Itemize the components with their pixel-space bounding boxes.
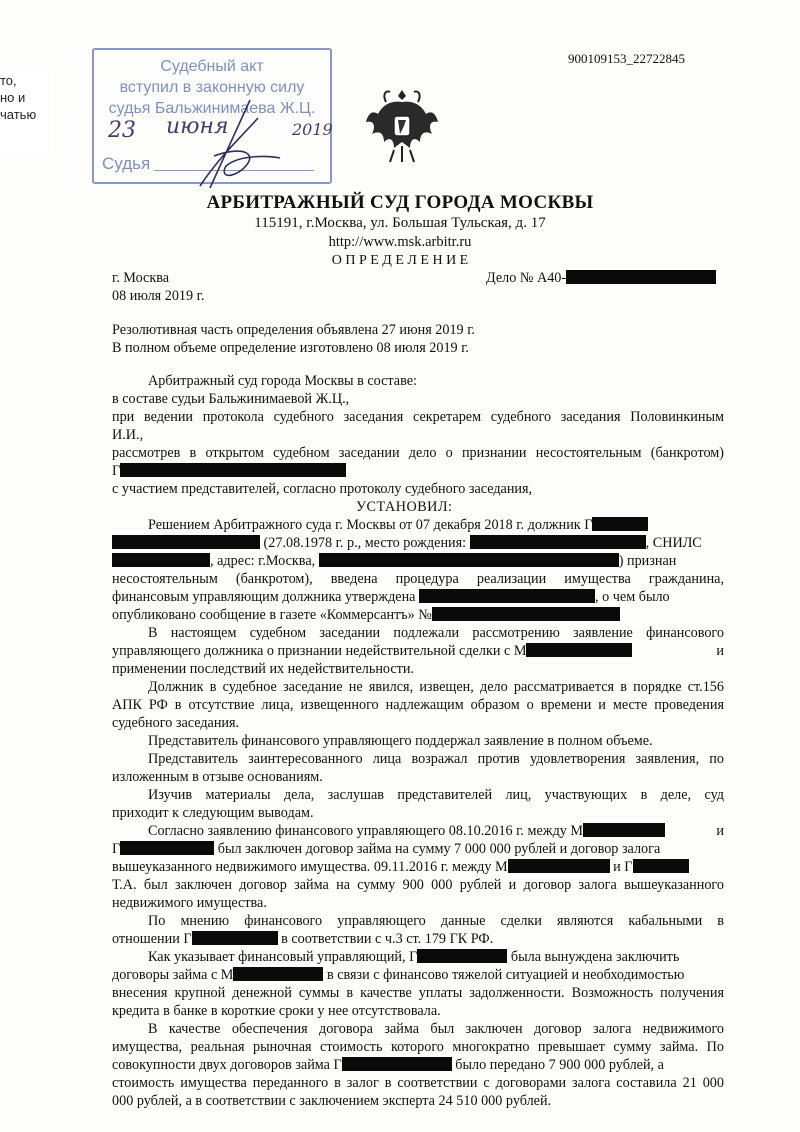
full-text-line: В полном объеме определение изготовлено 08 июля 2019 г. (112, 340, 469, 356)
redaction (470, 535, 646, 549)
body-line: в составе судьи Бальжинимаевой Ж.Ц., (112, 391, 350, 407)
body-line: стоимость имущества переданного в залог в соответствии с договорами залога составила 21 000 (112, 1075, 724, 1091)
body-line (112, 552, 676, 570)
text-fragment: совокупности двух договоров займа Г (112, 1057, 342, 1073)
body-line: судебного заседания. (112, 715, 240, 731)
judge-signature (180, 96, 290, 196)
body-line (148, 948, 679, 966)
body-line: Изучив материалы дела, заслушав представителей лиц, участвующих в деле, суд (148, 787, 724, 803)
body-line: Арбитражный суд города Москвы в составе: (148, 373, 417, 389)
document-date: 08 июля 2019 г. (112, 288, 205, 304)
body-line (112, 840, 660, 858)
text-fragment: вышеуказанного недвижимого имущества. 09.11.2016 г. между М (112, 859, 508, 875)
body-line: применении последствий их недействительности. (112, 661, 414, 677)
text-fragment: ) признан (618, 553, 677, 569)
stamp-line-2: вступил в законную силу (119, 79, 305, 96)
body-line (148, 516, 648, 534)
court-website: http://www.msk.arbitr.ru (328, 234, 472, 250)
text-fragment: (27.08.1978 г. р., место рождения: (263, 535, 467, 551)
redaction (633, 859, 689, 873)
fragment-line: чатью (0, 107, 37, 122)
text-fragment: было передано 7 900 000 рублей, а (455, 1057, 664, 1073)
redaction (592, 517, 648, 531)
text-fragment: финансовым управляющим должника утверждена (112, 589, 416, 605)
redaction (112, 553, 210, 567)
case-number-label: Дело № А40- (486, 270, 567, 286)
body-line: с участием представителей, согласно протоколу судебного заседания, (112, 481, 533, 497)
body-line: изложенным в отзыве основаниям. (112, 769, 323, 785)
double-headed-eagle-emblem (364, 84, 440, 168)
redaction (583, 823, 665, 837)
body-line: В качестве обеспечения договора займа был заключен договор залога недвижимого (148, 1021, 724, 1037)
text-fragment: опубликовано сообщение в газете «Коммерсантъ» № (112, 607, 432, 623)
case-number (486, 269, 716, 287)
left-page-fragment (0, 72, 54, 152)
body-line: В настоящем судебном заседании подлежали рассмотрению заявление финансового (148, 625, 724, 641)
redaction (192, 931, 278, 945)
body-line (112, 642, 724, 660)
fragment-line: но и (0, 90, 26, 105)
body-line: кредита в банке в короткие сроки у нее отсутствовала. (112, 1003, 441, 1019)
redaction (417, 949, 507, 963)
stamp-line-1: Судебный акт (160, 58, 264, 75)
established-heading: УСТАНОВИЛ: (356, 499, 453, 515)
stamp-judge-label: Судья (102, 154, 151, 173)
body-line: Т.А. был заключен договор займа на сумму 900 000 рублей и договор залога вышеуказанного (112, 877, 724, 893)
body-line: имущества, реальная рыночная стоимость которого многократно превышает сумму займа. По (112, 1039, 724, 1055)
stamp-handwritten-month: июня (166, 114, 229, 139)
body-line (112, 930, 493, 948)
redaction (112, 535, 260, 549)
redaction (432, 607, 620, 621)
text-fragment: отношении Г (112, 931, 192, 947)
text-fragment: Согласно заявлению финансового управляющего 08.10.2016 г. между М (148, 823, 584, 839)
redaction (508, 859, 610, 873)
text-fragment: управляющего должника о признании недействительной сделки с М (112, 643, 527, 659)
stamp-handwritten-day: 23 (108, 118, 136, 143)
text-fragment: , СНИЛС (645, 535, 702, 551)
document-type: О П Р Е Д Е Л Е Н И Е (331, 253, 469, 268)
body-line: И.И., (112, 427, 144, 443)
redaction (342, 1057, 452, 1071)
redaction (120, 463, 346, 477)
redaction (526, 643, 632, 657)
redaction (566, 270, 716, 284)
text-fragment: Г (112, 841, 121, 857)
redaction (233, 967, 323, 981)
text-fragment: и (716, 823, 724, 839)
text-fragment: в связи с финансово тяжелой ситуацией и необходимостью (326, 967, 685, 983)
text-fragment: Г (112, 463, 121, 479)
text-fragment: был заключен договор займа на сумму 7 000 000 рублей и договор залога (217, 841, 661, 857)
body-line (112, 606, 620, 624)
body-line (112, 858, 689, 876)
stamp-handwritten-year: 2019 (292, 120, 333, 139)
body-line: несостоятельным (банкротом), введена процедура реализации имущества гражданина, (112, 571, 724, 587)
body-line (112, 966, 684, 984)
body-line: По мнению финансового управляющего данные сделки являются кабальными в (148, 913, 724, 929)
body-line (112, 588, 670, 606)
redaction (419, 589, 595, 603)
body-line: 000 рублей, а в соответствии с заключением эксперта 24 510 000 рублей. (112, 1093, 552, 1109)
body-line (112, 534, 702, 552)
body-line: при ведении протокола судебного заседания секретарем судебного заседания Половинкиным (112, 409, 724, 425)
body-line: внесения крупной денежной суммы в качестве уплаты задолженности. Возможность получения (112, 985, 724, 1001)
city: г. Москва (112, 270, 170, 286)
body-line: Представитель финансового управляющего поддержал заявление в полном объеме. (148, 733, 653, 749)
document-number: 900109153_22722845 (568, 51, 685, 66)
text-fragment: в соответствии с ч.3 ст. 179 ГК РФ. (281, 931, 494, 947)
redaction (120, 841, 214, 855)
fragment-line: то, (0, 73, 17, 88)
text-fragment: Решением Арбитражного суда г. Москвы от 07 декабря 2018 г. должник Г (148, 517, 593, 533)
text-fragment: , о чем было (595, 589, 670, 605)
text-fragment: и (716, 643, 724, 659)
text-fragment: была вынуждена заключить (510, 949, 680, 965)
text-fragment: Как указывает финансовый управляющий, Г (148, 949, 418, 965)
body-line (112, 1056, 664, 1074)
text-fragment: , адрес: г.Москва, (210, 553, 316, 569)
body-line (148, 822, 724, 840)
body-line: Должник в судебное заседание не явился, извещен, дело рассматривается в порядке ст.156 (148, 679, 724, 695)
body-line: Представитель заинтересованного лица возражал против удовлетворения заявления, по (148, 751, 724, 767)
body-line: АПК РФ в отсутствие лица, извещенного надлежащим образом о времени и месте проведения (112, 697, 724, 713)
resolution-line: Резолютивная часть определения объявлена 27 июня 2019 г. (112, 322, 475, 338)
body-line: приходит к следующим выводам. (112, 805, 314, 821)
court-name: АРБИТРАЖНЫЙ СУД ГОРОДА МОСКВЫ (206, 192, 594, 213)
body-line (112, 462, 346, 480)
body-line: рассмотрев в открытом судебном заседании дело о признании несостоятельным (банкротом) (112, 445, 724, 461)
redaction (319, 553, 619, 567)
court-address: 115191, г.Москва, ул. Большая Тульская, д. 17 (254, 215, 546, 231)
body-line: недвижимого имущества. (112, 895, 267, 911)
stamp-line-3: судья Бальжинимаева Ж.Ц. (108, 100, 316, 117)
text-fragment: и Г (613, 859, 633, 875)
text-fragment: договоры займа с М (112, 967, 234, 983)
